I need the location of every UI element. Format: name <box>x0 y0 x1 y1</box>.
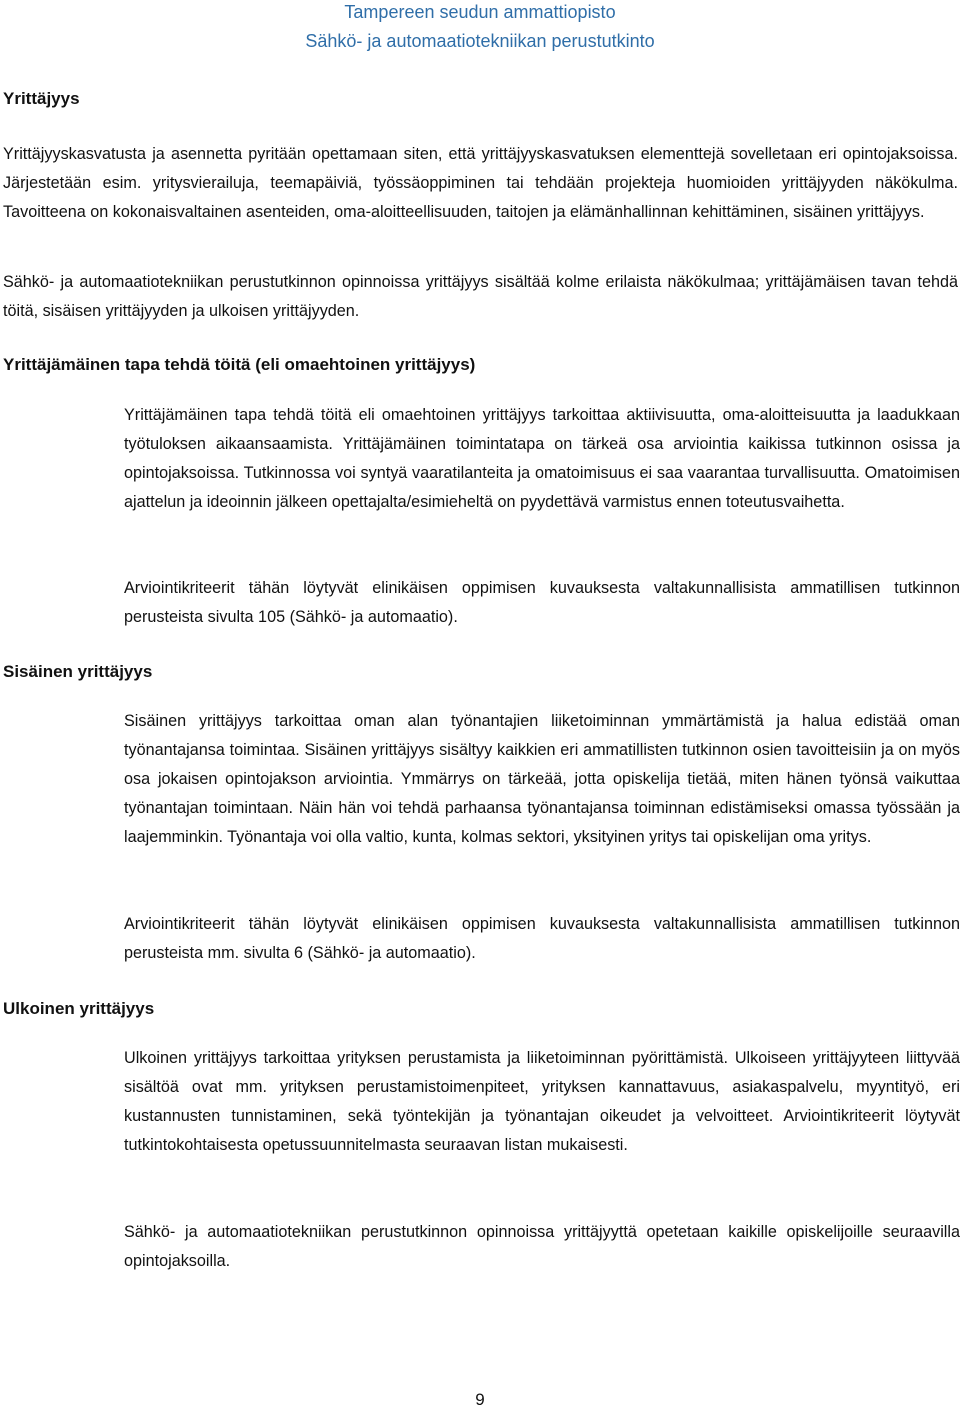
section-heading-ulkoinen: Ulkoinen yrittäjyys <box>3 999 155 1018</box>
intro-paragraph-2: Sähkö- ja automaatiotekniikan perustutkinnon opinnoissa yrittäjyys sisältää kolme erilaista näkökulmaa; yrittäjämäisen tavan tehdä töitä, sisäisen yrittäjyyden ja ulkoisen yrittäjyyden. <box>3 273 958 320</box>
section2-paragraph-1: Sisäinen yrittäjyys tarkoittaa oman alan työnantajien liiketoiminnan ymmärtämistä ja halua edistää oman työnantajansa toimintaa. Sisäinen yrittäjyys sisältyy kaikkien eri ammatillisten tutkinnon osien tavoitteisiin ja on myös osa jokaisen opintojakson arviointia. Ymmärrys on tärkeää, jotta opiskelija tietää, miten hänen työnsä vaikuttaa työnantajan toimintaan. Näin hän voi tehdä parhaansa työnantajansa toiminnan edistämiseksi omassa työssään ja laajemminkin. Työnantaja voi olla valtio, kunta, kolmas sektori, yksityinen yritys tai opiskelijan oma yritys. <box>124 712 960 846</box>
section-heading-sisainen: Sisäinen yrittäjyys <box>3 662 153 681</box>
intro-paragraph-1: Yrittäjyyskasvatusta ja asennetta pyritään opettamaan siten, että yrittäjyyskasvatuksen elementtejä sovelletaan eri opintojaksoissa. Järjestetään esim. yritysvierailuja, teemapäiviä, työssäoppiminen tai tehdään projekteja huomioiden yrittäjyyden näkökulma. Tavoitteena on kokonaisvaltainen asenteiden, oma-aloitteellisuuden, taitojen ja elämänhallinnan kehittäminen, sisäinen yrittäjyys. <box>3 145 958 221</box>
section1-paragraph-2: Arviointikriteerit tähän löytyvät elinikäisen oppimisen kuvauksesta valtakunnallisista ammatillisen tutkinnon perusteista sivulta 105 (Sähkö- ja automaatio). <box>124 579 960 626</box>
section-heading-yrittajamainen: Yrittäjämäinen tapa tehdä töitä (eli omaehtoinen yrittäjyys) <box>3 355 476 374</box>
header-institution: Tampereen seudun ammattiopisto <box>344 2 616 22</box>
section2-paragraph-2: Arviointikriteerit tähän löytyvät elinikäisen oppimisen kuvauksesta valtakunnallisista ammatillisen tutkinnon perusteista mm. sivulta 6 (Sähkö- ja automaatio). <box>124 915 960 962</box>
section3-paragraph-2: Sähkö- ja automaatiotekniikan perustutkinnon opinnoissa yrittäjyyttä opetetaan kaikille opiskelijoille seuraavilla opintojaksoilla. <box>124 1223 960 1270</box>
page-title: Yrittäjyys <box>3 89 80 108</box>
page-number: 9 <box>475 1390 485 1409</box>
header-degree: Sähkö- ja automaatiotekniikan perustutkinto <box>305 31 655 51</box>
section1-paragraph-1: Yrittäjämäinen tapa tehdä töitä eli omaehtoinen yrittäjyys tarkoittaa aktiivisuutta, oma-aloitteisuutta ja laadukkaan työtuloksen aikaansaamista. Yrittäjämäinen toimintatapa on tärkeä osa arviointia kaikissa tutkinnon osissa ja opintojaksoissa. Tutkinnossa voi syntyä vaaratilanteita ja omatoimisuus ei saa vaarantaa turvallisuutta. Omatoimisen ajattelun ja ideoinnin jälkeen opettajalta/esimieheltä on pyydettävä varmistus ennen toteutusvaihetta. <box>124 406 960 511</box>
section3-paragraph-1: Ulkoinen yrittäjyys tarkoittaa yrityksen perustamista ja liiketoiminnan pyörittämistä. Ulkoiseen yrittäjyyteen liittyvää sisältöä ovat mm. yrityksen perustamistoimenpiteet, yrityksen kannattavuus, asiakaspalvelu, myyntityö, eri kustannusten tunnistaminen, sekä työntekijän ja työnantajan oikeudet ja velvoitteet. Arviointikriteerit löytyvät tutkintokohtaisesta opetussuunnitelmasta seuraavan listan mukaisesti. <box>124 1049 960 1154</box>
